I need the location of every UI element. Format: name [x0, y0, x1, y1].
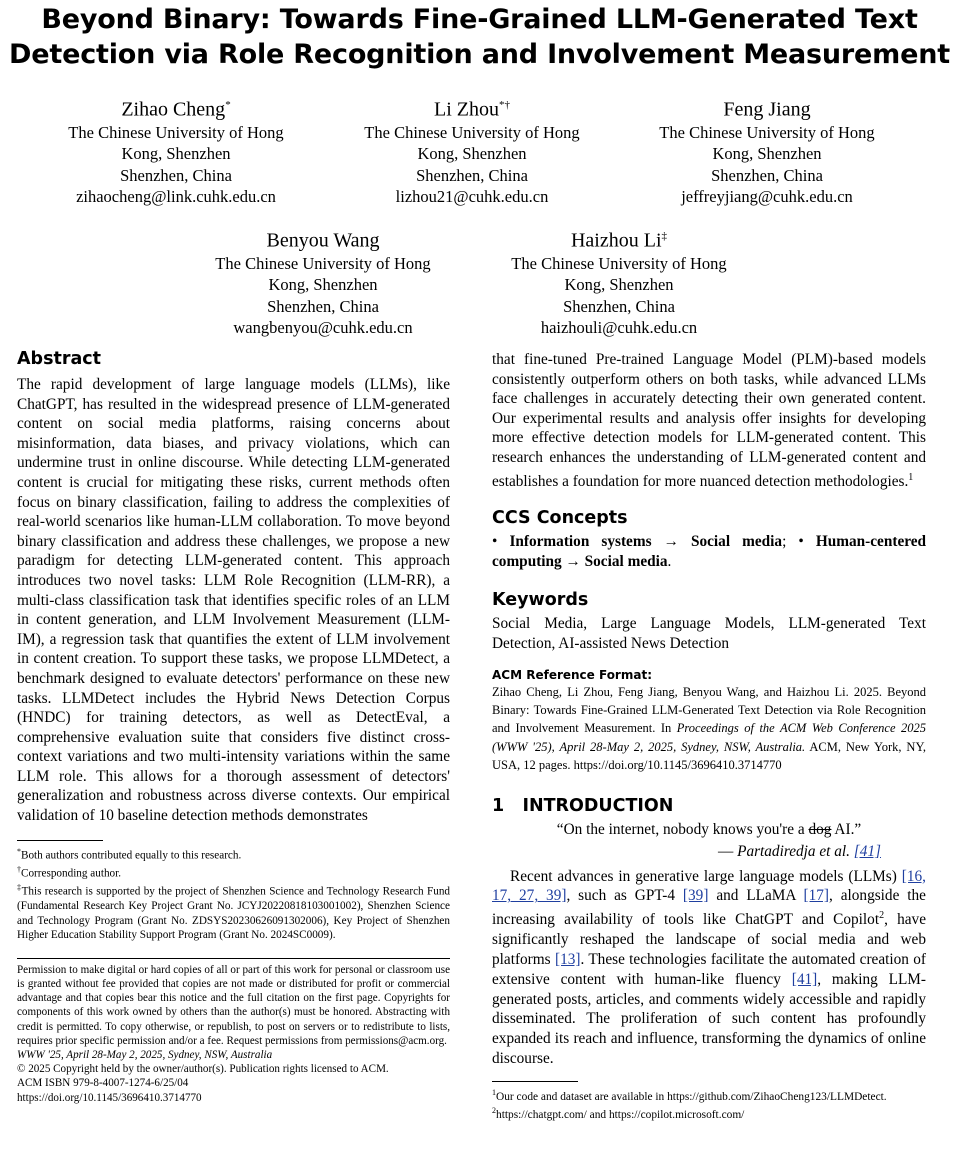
author-affiliation: Shenzhen, China [711, 165, 823, 185]
author-affiliation: The Chinese University of Hong [215, 253, 431, 273]
footnote-urls: $^2$https://chatgpt.com/ and https://copilot.microsoft.com/ [492, 1106, 745, 1121]
footnote-code: $^1$Our code and dataset are available in https://github.com/ZihaoCheng123/LLMDetect. [492, 1087, 887, 1103]
author-affiliation: Kong, Shenzhen [268, 275, 378, 295]
introduction-heading: 1 INTRODUCTION [492, 795, 674, 816]
right-column [492, 350, 926, 1122]
citation-link[interactable]: [16, 17, 27, 39] [492, 867, 926, 905]
author-email[interactable]: wangbenyou@cuhk.edu.cn [233, 318, 413, 338]
keywords-heading: Keywords [492, 590, 589, 611]
citation-link[interactable]: [17] [803, 887, 830, 905]
author-email[interactable]: lizhou21@cuhk.edu.cn [395, 187, 549, 207]
conference-info: WWW '25, April 28-May 2, 2025, Sydney, NSW, Australia [17, 1049, 273, 1062]
paper-title [0, 2, 959, 72]
author-name: Zihao Cheng [121, 98, 226, 121]
author-affiliation: Shenzhen, China [120, 165, 232, 185]
author-affiliation: The Chinese University of Hong [364, 122, 580, 142]
author-name: Feng Jiang [723, 98, 811, 121]
citation-link[interactable]: [39] [682, 887, 709, 905]
intro-paragraph: Recent advances in generative large language models (LLMs) [16, 17, 27, 39], such as GPT-4 [39] and LLaMA [17], alongside the increasing availability of tools like ChatGPT and Copilot$^2$, have significantly reshaped the landscape of social media and web platforms [13]. These technologies facilitate the automated creation of extensive content with human-like fluency [41], making LLM-generated posts, articles, and comments widely accessible and rapidly disseminated. The proliferation of such content has profoundly expanded its reach and influence, transforming the dynamics of online discourse. [492, 867, 927, 1067]
doi-link[interactable]: https://doi.org/10.1145/3696410.3714770 [17, 1091, 202, 1104]
author-block-3 [617, 94, 917, 208]
title-line-1: Beyond Binary: Towards Fine-Grained LLM-Generated Text [41, 4, 918, 35]
left-column [17, 348, 450, 1105]
author-affiliation: The Chinese University of Hong [659, 122, 875, 142]
acm-ref-text: Zihao Cheng, Li Zhou, Feng Jiang, Benyou Wang, and Haizhou Li. 2025. Beyond Binary: Towards Fine-Grained LLM-Generated Text Detection via Role Recognition and Involvement Measurement. In Proceedings of the ACM Web Conference 2025 (WWW '25), April 28-May 2, 2025, Sydney, NSW, Australia. ACM, New York, NY, USA, 12 pages. https://doi.org/10.1145/3696410.3714770 [492, 684, 927, 773]
author-block-5 [469, 225, 769, 339]
author-affiliation: Kong, Shenzhen [712, 144, 822, 164]
abstract-text: The rapid development of large language models (LLMs), like ChatGPT, has resulted in the widespread presence of LLM-generated content on social media platforms, raising concerns about misinformation, data biases, and privacy violations, which can undermine trust in online discourse. While detecting LLM-generated content is crucial for mitigating these risks, current methods often focus on binary classification, failing to address the complexities of real-world scenarios like human-LLM collaboration. To move beyond binary classification and address these challenges, we propose a new paradigm for detecting LLM-generated content. This approach introduces two novel tasks: LLM Role Recognition (LLM-RR), a multi-class classification task that identifies specific roles of an LLM in content generation, and LLM Involvement Measurement (LLM-IM), a regression task that quantifies the extent of LLM involvement in content creation. To support these tasks, we propose LLMDetect, a benchmark designed to evaluate detectors' performance on these new tasks. LLMDetect includes the Hybrid News Detection Corpus (HNDC) for training detectors, as well as DetectEval, a comprehensive evaluation suite that considers five distinct cross-context variations and two multi-intensity variations within the same LLM role. This allows for a thorough assessment of detectors' generalization and robustness across diverse contexts. Our empirical validation of 10 baseline detection methods demonstrates [17, 376, 450, 825]
author-mark: ‡ [661, 230, 668, 242]
permission-text: Permission to make digital or hard copies of all or part of this work for personal or classroom use is granted without fee provided that copies are not made or distributed for profit or commercial advantage and that copies bear this notice and the full citation on the first page. Copyrights for components of this work owned by others than the author(s) must be honored. Abstracting with credit is permitted. To copy otherwise, or republish, to post on servers or to redistribute to lists, requires prior specific permission and/or a fee. Request permissions from permissions@acm.org. [17, 963, 450, 1047]
author-affiliation: Shenzhen, China [563, 296, 675, 316]
author-affiliation: The Chinese University of Hong [68, 122, 284, 142]
keywords-text: Social Media, Large Language Models, LLM-generated Text Detection, AI-assisted News Detection [492, 615, 926, 653]
footnote-mark: 1 [908, 471, 914, 483]
abstract-continued: that fine-tuned Pre-trained Language Model (PLM)-based models consistently outperform others on both tasks, while advanced LLMs face challenges in accurately detecting their own generated content. Our experimental results and analysis offer insights for developing more effective detection models for LLM-generated content. This research enhances the understanding of LLM-generated content and establishes a foundation for more nuanced detection methodologies.$^1$ [492, 351, 926, 490]
acm-ref-heading: ACM Reference Format: [492, 667, 652, 682]
ccs-heading: CCS Concepts [492, 508, 628, 529]
abstract-heading: Abstract [17, 349, 102, 369]
author-name: Haizhou Li [570, 229, 662, 252]
author-block-4 [173, 225, 473, 339]
author-affiliation: Kong, Shenzhen [564, 275, 674, 295]
footnote-funding: ‡This research is supported by the project of Shenzhen Science and Technology Research Fund (Fundamental Research Key Project Grant No. JCYJ20220818103001002), Shenzhen Science and Technology Program (Grant No. ZDSYS20230626091302006), Key Project of Shenzhen Higher Education Stability Support Program (Grant No. 2024SC0009). [17, 883, 451, 942]
author-email[interactable]: haizhouli@cuhk.edu.cn [540, 318, 698, 338]
author-mark: * [225, 99, 231, 111]
ccs-concepts: • Information systems → Social media; • Human-centered computing → Social media. [492, 533, 927, 570]
epigraph-quote: “On the internet, nobody knows you're a dog AI.” [556, 820, 862, 838]
citation-link[interactable]: [13] [554, 950, 581, 968]
author-affiliation: Kong, Shenzhen [121, 144, 231, 164]
author-affiliation: Shenzhen, China [267, 296, 379, 316]
citation-link[interactable]: [41] [791, 970, 818, 988]
footnote-mark: 2 [879, 910, 885, 922]
author-email[interactable]: jeffreyjiang@cuhk.edu.cn [681, 187, 853, 207]
author-affiliation: Kong, Shenzhen [417, 144, 527, 164]
author-name: Benyou Wang [266, 229, 380, 252]
author-block-1 [26, 94, 326, 208]
footnote-equal-contribution: *Both authors contributed equally to this research. [17, 846, 242, 862]
isbn-info: ACM ISBN 979-8-4007-1274-6/25/04 [17, 1077, 189, 1090]
author-email[interactable]: zihaocheng@link.cuhk.edu.cn [76, 187, 276, 207]
author-affiliation: Shenzhen, China [416, 165, 528, 185]
title-line-2: Detection via Role Recognition and Involvement Measurement [9, 39, 950, 70]
author-mark: *† [499, 99, 510, 111]
author-name: Li Zhou [434, 98, 499, 121]
author-affiliation: The Chinese University of Hong [511, 253, 727, 273]
citation-link[interactable]: [41] [853, 842, 881, 860]
epigraph-attribution: — Partadiredja et al. [41] [717, 842, 881, 860]
copyright-info: © 2025 Copyright held by the owner/author(s). Publication rights licensed to ACM. [17, 1063, 389, 1076]
footnote-corresponding: †Corresponding author. [17, 864, 122, 880]
author-block-2 [322, 94, 622, 208]
